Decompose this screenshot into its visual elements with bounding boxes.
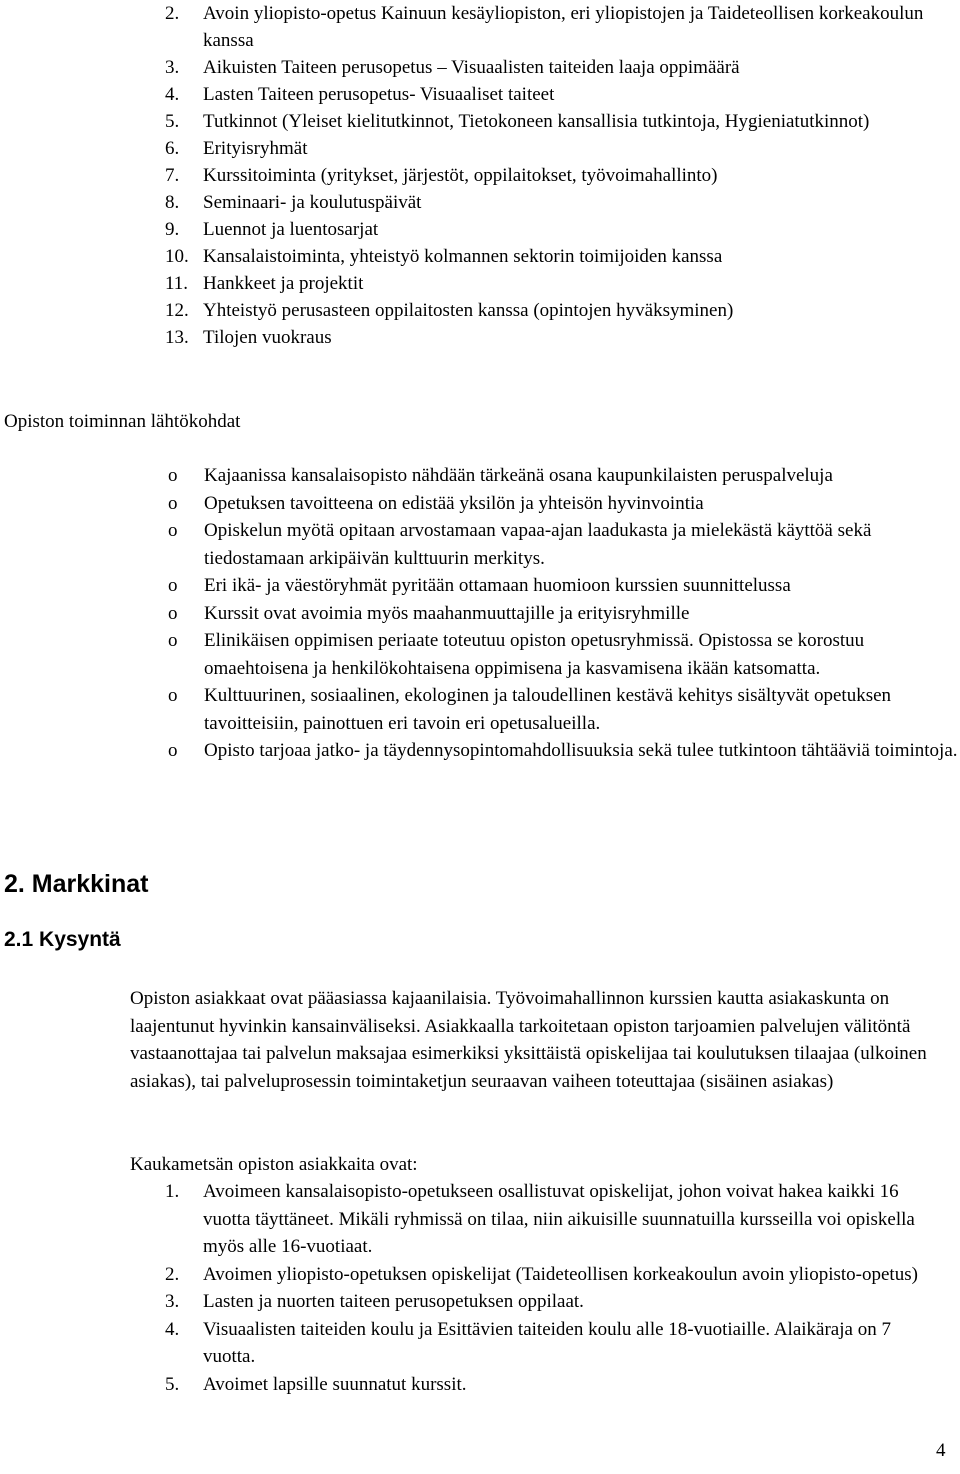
principles-list <box>168 462 958 765</box>
list-item: o Eri ikä- ja väestöryhmät pyritään ottamaan huomioon kurssien suunnittelussa <box>168 575 791 596</box>
list-item: 9. Luennot ja luentosarjat <box>165 219 379 240</box>
demand-paragraph: Opiston asiakkaat ovat pääasiassa kajaanilaisia. Työvoimahallinnon kurssien kautta asiakaskunta on laajentunut hyvinkin kansainväliseksi. Asiakkaalla tarkoitetaan opiston tarjoamien palvelujen välitöntä vastaanottajaa tai palvelun maksajaa esimerkiksi yksittäistä opiskelijaa tai koulutuksen tilaajaa (ulkoinen asiakas), tai palveluprosessin toimintaketjun seuraavan vaiheen toteuttajaa (sisäinen asiakas) <box>130 988 927 1092</box>
list-item: o Kurssit ovat avoimia myös maahanmuuttajille ja erityisryhmille <box>168 602 690 624</box>
list-item: 2. Avoin yliopisto-opetus Kainuun kesäyliopiston, eri yliopistojen ja Taideteollisen korkeakoulun kanssa <box>165 3 924 51</box>
list-item: 12. Yhteistyö perusasteen oppilaitosten kanssa (opintojen hyväksyminen) <box>165 300 734 321</box>
list-item: o Opetuksen tavoitteena on edistää yksilön ja yhteisön hyvinvointia <box>168 492 704 514</box>
list-item: 5. Avoimet lapsille suunnatut kurssit. <box>165 1373 467 1395</box>
list-item: 4. Visuaalisten taiteiden koulu ja Esittävien taiteiden koulu alle 18-vuotiaille. Alaikäraja on 7 vuotta. <box>165 1318 891 1367</box>
list-item: o Kajaanissa kansalaisopisto nähdään tärkeänä osana kaupunkilaisten peruspalveluja <box>168 465 833 486</box>
list-item: 11. Hankkeet ja projektit <box>165 273 364 294</box>
customers-intro: Kaukametsän opiston asiakkaita ovat: <box>130 1154 418 1175</box>
list-item: 1. Avoimeen kansalaisopisto-opetukseen osallistuvat opiskelijat, johon voivat hakea kaikki 16 vuotta täyttäneet. Mikäli ryhmissä on tilaa, niin aikuisille suunnatuilla kursseilla voi opiskella myös alle 16-vuotiaat. <box>165 1181 915 1257</box>
list-item: 10. Kansalaistoiminta, yhteistyö kolmannen sektorin toimijoiden kanssa <box>165 246 723 267</box>
list-item: o Opiskelun myötä opitaan arvostamaan vapaa-ajan laadukasta ja mielekästä käyttöä sekä tiedostamaan arkipäivän kulttuurin merkitys. <box>168 520 872 569</box>
principles-heading: Opiston toiminnan lähtökohdat <box>4 411 241 432</box>
list-item: o Elinikäisen oppimisen periaate toteutuu opiston opetusryhmissä. Opistossa se korostuu omaehtoisena ja henkilökohtaisena oppimisena ja kasvamisena ikään katsomatta. <box>168 630 865 679</box>
customers-list <box>165 1178 925 1398</box>
list-item: 3. Aikuisten Taiteen perusopetus – Visuaalisten taiteiden laaja oppimäärä <box>165 57 740 78</box>
page-number: 4 <box>936 1440 946 1461</box>
list-item: 6. Erityisryhmät <box>165 138 308 159</box>
list-item: o Opisto tarjoaa jatko- ja täydennysopintomahdollisuuksia sekä tulee tutkintoon tähtääviä toimintoja. <box>168 740 958 761</box>
list-item: 5. Tutkinnot (Yleiset kielitutkinnot, Tietokoneen kansallisia tutkintoja, Hygieniatutkinnot) <box>165 111 870 132</box>
services-list <box>165 0 925 351</box>
list-item: o Kulttuurinen, sosiaalinen, ekologinen ja taloudellinen kestävä kehitys sisältyvät opetuksen tavoitteisiin, painottuen eri tavoin eri opetusalueilla. <box>168 685 892 734</box>
list-item: 3. Lasten ja nuorten taiteen perusopetuksen oppilaat. <box>165 1291 584 1312</box>
subsection-heading: 2.1 Kysyntä <box>4 928 121 951</box>
list-item: 13. Tilojen vuokraus <box>165 327 332 348</box>
list-item: 7. Kurssitoiminta (yritykset, järjestöt, oppilaitokset, työvoimahallinto) <box>165 165 718 186</box>
list-item: 2. Avoimen yliopisto-opetuksen opiskelijat (Taideteollisen korkeakoulun avoin yliopisto-opetus) <box>165 1263 918 1285</box>
list-item: 4. Lasten Taiteen perusopetus- Visuaaliset taiteet <box>165 84 555 105</box>
section-heading: 2. Markkinat <box>4 870 149 898</box>
list-item: 8. Seminaari- ja koulutuspäivät <box>165 192 422 213</box>
